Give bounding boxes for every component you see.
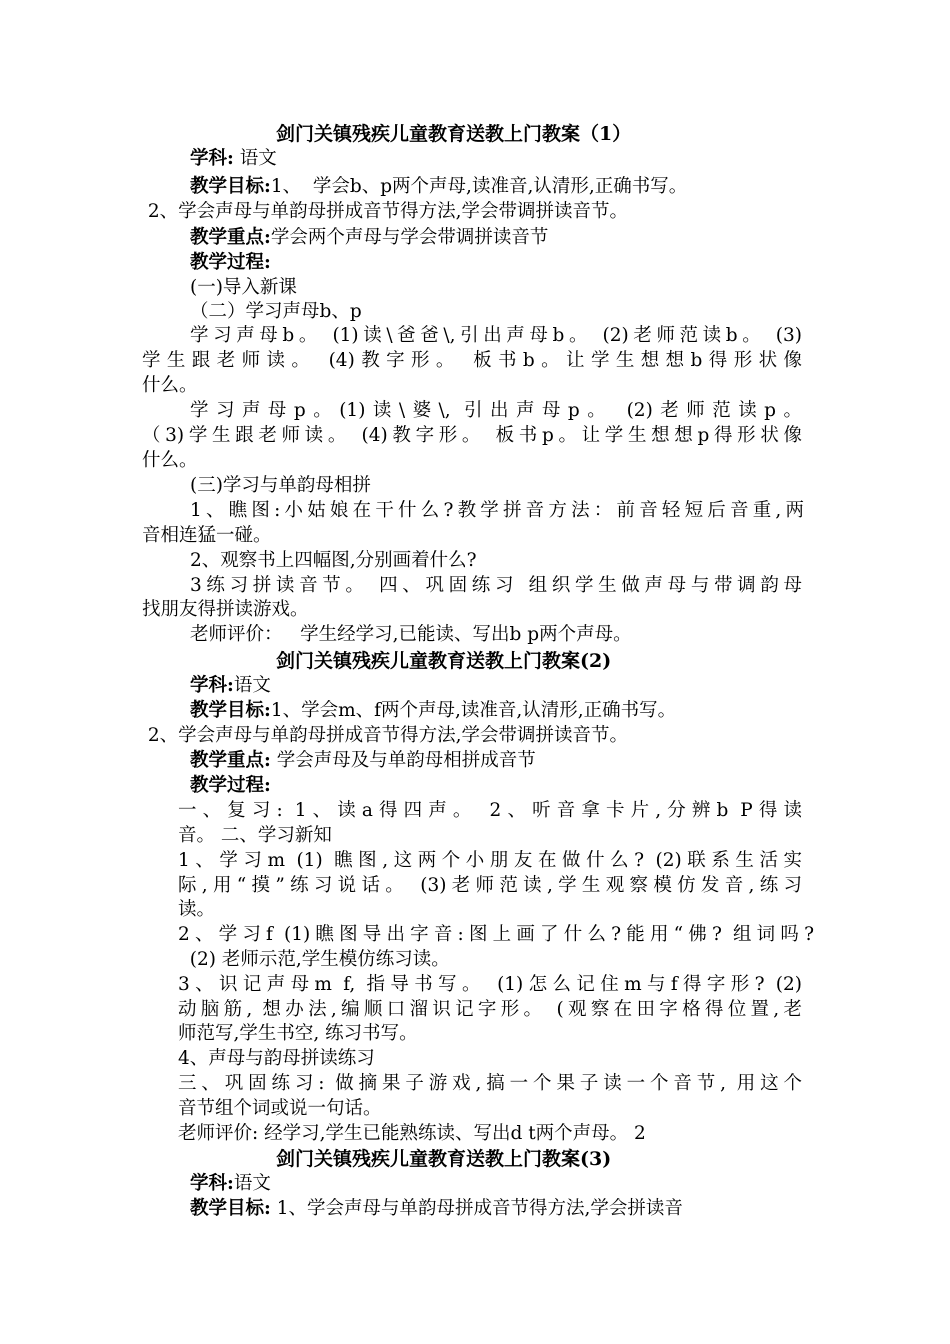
text-line: 动脑筋, 想办法,编顺口溜识记字形。 (观察在田字格得位置,老 [178, 999, 802, 1020]
lesson2-subject [190, 674, 860, 699]
lesson2-goal [190, 699, 860, 724]
key-text: 学会声母及与单韵母相拼成音节 [270, 750, 536, 771]
lesson1-goal-line2: 2、学会声母与单韵母拼成音节得方法,学会带调拼读音节。 [142, 201, 629, 222]
text-line: 学习声母b。 (1)读\爸爸\,引出声母b。 (2)老师范读b。 (3) [190, 325, 802, 346]
text-line: （二）学习声母b、p [190, 301, 362, 322]
text-line: 3练习拼读音节。 四、巩固练习 组织学生做声母与带调韵母 [190, 575, 802, 596]
text-line: (一)导入新课 [190, 277, 297, 298]
goal-label: 教学目标: [190, 176, 271, 197]
text-line: 际,用“摸”练习说话。 (3)老师范读,学生观察模仿发音,练习 [178, 875, 802, 896]
text-line: 3、识记声母m f, 指导书写。 (1)怎么记住m与f得字形? (2) [178, 974, 802, 995]
subject-value: 语文 [233, 675, 271, 696]
subject-label: 学科: [190, 675, 234, 696]
subject-value: 语文 [233, 1173, 271, 1194]
goal-text: 1、学会声母与单韵母拼成音节得方法,学会拼读音 [270, 1198, 683, 1219]
lesson2-title: 剑门关镇残疾儿童教育送教上门教案(2) [276, 650, 612, 672]
text-line: 学习声母p。(1)读\婆\, 引出声母p。 (2)老师范读p。 [190, 400, 802, 421]
lesson3-title: 剑门关镇残疾儿童教育送教上门教案(3) [276, 1148, 612, 1170]
text-line: 4、声母与韵母拼读练习 [178, 1048, 375, 1069]
text-line: 师范写,学生书空, 练习书写。 [178, 1023, 418, 1044]
text-line: 1、瞧图:小姑娘在干什么?教学拼音方法：前音轻短后音重,两 [190, 500, 804, 521]
goal-text: 1、 学会b、p两个声母,读准音,认清形,正确书写。 [270, 176, 688, 197]
subject-label: 学科: [190, 148, 234, 169]
lesson2-key [190, 749, 860, 774]
goal-label: 教学目标: [190, 700, 271, 721]
subject-label: 学科: [190, 1173, 234, 1194]
lesson1-key [190, 226, 860, 251]
lesson2-goal-line2: 2、学会声母与单韵母拼成音节得方法,学会带调拼读音节。 [142, 725, 629, 746]
text-line: （3)学生跟老师读。 (4)教字形。 板书p。让学生想想p得形状像 [142, 425, 802, 446]
key-text: 学会两个声母与学会带调拼读音节 [270, 227, 549, 248]
text-line: 2、学习f (1)瞧图导出字音:图上画了什么?能用“佛? 组词吗? [178, 924, 814, 945]
text-line: 1、学习m (1) 瞧图,这两个小朋友在做什么? (2)联系生活实 [178, 850, 802, 871]
text-line: 音。 二、学习新知 [178, 825, 332, 846]
text-line: 老师评价： 学生经学习,已能读、写出b p两个声母。 [190, 624, 632, 645]
lesson1-process-label: 教学过程: [190, 252, 271, 273]
lesson3-subject [190, 1172, 860, 1197]
text-line: 一、复习: 1、读a得四声。 2、听音拿卡片,分辨b P得读 [178, 800, 802, 821]
text-line: 什么。 [142, 450, 198, 471]
text-line: 学生跟老师读。 (4)教字形。 板书b。让学生想想b得形状像 [142, 350, 802, 371]
text-line: 音节组个词或说一句话。 [178, 1098, 382, 1119]
text-line: 三、巩固练习: 做摘果子游戏,搞一个果子读一个音节, 用这个 [178, 1073, 802, 1094]
lesson3-goal [190, 1197, 860, 1222]
lesson2-process-label: 教学过程: [190, 775, 271, 796]
lesson1-title: 剑门关镇残疾儿童教育送教上门教案（1） [276, 123, 632, 145]
goal-text: 1、学会m、f两个声母,读准音,认清形,正确书写。 [270, 700, 677, 721]
text-line: 老师评价: 经学习,学生已能熟练读、写出d t两个声母。 2 [178, 1123, 646, 1144]
key-label: 教学重点: [190, 227, 271, 248]
goal-label: 教学目标: [190, 1198, 271, 1219]
lesson1-goal [190, 175, 860, 200]
lesson1-subject [190, 147, 860, 172]
subject-value: 语文 [233, 148, 277, 169]
text-line: 2、观察书上四幅图,分别画着什么? [190, 550, 477, 571]
text-line: (2) 老师示范,学生模仿练习读。 [178, 949, 450, 970]
text-line: 读。 [178, 899, 216, 920]
text-line: (三)学习与单韵母相拼 [190, 475, 371, 496]
text-line: 音相连猛一碰。 [142, 525, 272, 546]
key-label: 教学重点: [190, 750, 271, 771]
text-line: 什么。 [142, 375, 198, 396]
text-line: 找朋友得拼读游戏。 [142, 599, 309, 620]
